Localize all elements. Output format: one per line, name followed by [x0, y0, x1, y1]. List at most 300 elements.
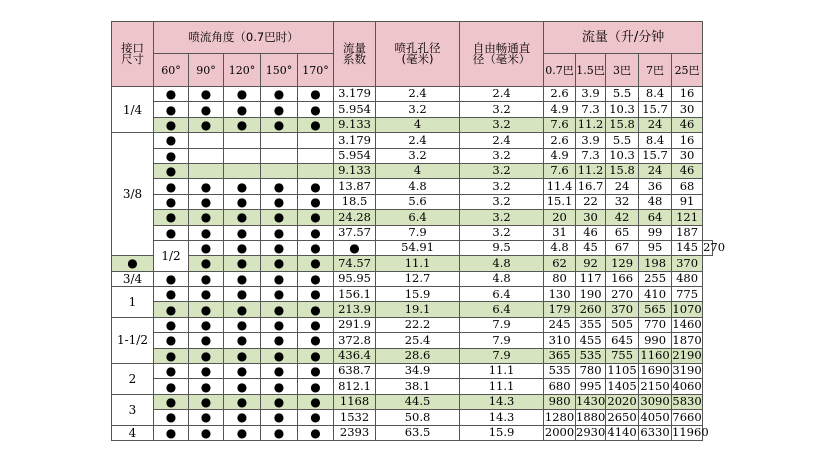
flow-rate-cell: 45 [576, 240, 606, 255]
free-passage-cell: 6.4 [460, 302, 544, 317]
flow-coefficient-cell: 812.1 [334, 379, 376, 394]
spray-angle-dot: ● [261, 317, 298, 332]
spray-angle-empty [189, 133, 224, 148]
flow-rate-cell: 980 [544, 394, 576, 409]
angle-150-header: 150° [261, 54, 298, 87]
spray-angle-dot: ● [298, 240, 334, 255]
table-row [112, 210, 713, 225]
spray-angle-dot: ● [298, 117, 334, 132]
spray-angle-dot: ● [189, 87, 224, 102]
flow-coefficient-cell: 291.9 [334, 317, 376, 332]
flow-rate-cell: 365 [544, 348, 576, 363]
spray-angle-dot: ● [261, 348, 298, 363]
spray-angle-dot: ● [154, 194, 189, 209]
flow-rate-cell: 15.8 [606, 117, 639, 132]
connection-size-cell: 1/2 [154, 240, 189, 271]
spray-angle-dot: ● [189, 117, 224, 132]
flow-rate-cell: 46 [672, 117, 703, 132]
table-row [112, 333, 713, 348]
spray-angle-dot: ● [261, 240, 298, 255]
connection-size-cell: 4 [112, 425, 154, 440]
flow-rate-cell: 2.6 [544, 87, 576, 102]
angle-120-header: 120° [224, 54, 261, 87]
flow-rate-cell: 32 [606, 194, 639, 209]
spray-angle-dot: ● [261, 379, 298, 394]
flow-coefficient-cell: 1532 [334, 410, 376, 425]
spray-angle-empty [189, 148, 224, 163]
table-body [112, 86, 726, 441]
free-passage-cell: 6.4 [460, 287, 544, 302]
spray-angle-dot: ● [298, 225, 334, 240]
spray-angle-dot: ● [261, 194, 298, 209]
orifice-diameter-cell: 5.6 [376, 194, 460, 209]
spray-angle-dot: ● [154, 271, 189, 286]
orifice-diameter-cell: 2.4 [376, 133, 460, 148]
spray-angle-dot: ● [261, 87, 298, 102]
flow-rate-cell: 10.3 [606, 148, 639, 163]
flow-rate-cell: 11.2 [576, 163, 606, 178]
free-passage-cell: 4.8 [460, 271, 544, 286]
spray-angle-dot: ● [224, 364, 261, 379]
spray-angle-dot: ● [261, 287, 298, 302]
orifice-diameter-cell: 4 [376, 117, 460, 132]
flow-rate-cell: 1160 [640, 348, 670, 363]
table-row [112, 163, 713, 178]
flow-rate-cell: 2150 [640, 378, 670, 393]
flow-rate-cell: 3.9 [576, 87, 606, 102]
flow-coefficient-cell: 3.179 [334, 87, 376, 102]
spray-angle-dot: ● [154, 179, 189, 194]
spray-angle-dot: ● [224, 102, 261, 117]
flow-rate-cell: 3090 [640, 394, 670, 409]
flow-rate-header: 流量（升/分钟 [544, 22, 703, 54]
spray-angle-dot: ● [189, 379, 224, 394]
spray-angle-dot: ● [224, 348, 261, 363]
flow-coefficient-cell: 95.95 [334, 271, 376, 286]
orifice-diameter-cell: 15.9 [376, 287, 460, 302]
flow-rate-cell: 1105 [607, 363, 637, 378]
spray-angle-dot: ● [154, 210, 189, 225]
spray-angle-dot: ● [189, 287, 224, 302]
spray-angle-dot: ● [154, 117, 189, 132]
flow-rate-cell: 410 [639, 287, 672, 302]
flow-rate-cell: 198 [639, 256, 672, 271]
flow-coefficient-cell: 436.4 [334, 348, 376, 363]
table-row [112, 102, 713, 117]
flow-coefficient-cell: 37.57 [334, 225, 376, 240]
flow-rate-cell: 129 [606, 256, 639, 271]
spray-angle-dot: ● [224, 225, 261, 240]
table-row [112, 117, 713, 132]
table-row [112, 317, 713, 332]
free-passage-cell: 4.8 [460, 256, 544, 271]
spray-angle-dot: ● [154, 364, 189, 379]
flow-rate-cell: 30 [672, 102, 703, 117]
spray-angle-dot: ● [154, 287, 189, 302]
flow-coefficient-cell: 18.5 [334, 194, 376, 209]
table-row [112, 133, 713, 148]
flow-rate-cell: 15.1 [544, 194, 576, 209]
spray-angle-dot: ● [261, 364, 298, 379]
spray-angle-dot: ● [189, 225, 224, 240]
flow-rate-cell: 15.7 [639, 148, 672, 163]
flow-rate-cell: 5.5 [606, 87, 639, 102]
orifice-diameter-cell: 7.9 [376, 225, 460, 240]
flow-rate-cell: 11.2 [576, 117, 606, 132]
flow-rate-cell: 1430 [576, 394, 606, 409]
spray-angle-dot: ● [189, 317, 224, 332]
orifice-diameter-header [376, 22, 460, 87]
flow-rate-cell: 645 [606, 333, 639, 348]
flow-rate-cell: 2020 [607, 394, 637, 409]
spray-angle-empty [224, 133, 261, 148]
flow-rate-cell: 24 [639, 163, 672, 178]
flow-rate-cell: 15.7 [639, 102, 672, 117]
flow-rate-cell: 270 [606, 287, 639, 302]
free-passage-header [460, 22, 544, 87]
flow-rate-cell: 260 [576, 302, 606, 317]
flow-rate-cell: 30 [576, 210, 606, 225]
orifice-diameter-cell: 2.4 [376, 87, 460, 102]
flow-rate-cell: 10.3 [606, 102, 639, 117]
flow-rate-cell: 15.8 [606, 163, 639, 178]
connection-size-cell: 1/4 [112, 87, 154, 133]
spray-angle-dot: ● [154, 102, 189, 117]
spray-angle-empty [261, 148, 298, 163]
flow-rate-cell: 68 [672, 179, 703, 194]
flow-rate-cell: 505 [606, 317, 639, 332]
spray-angle-dot: ● [224, 271, 261, 286]
spray-angle-dot: ● [298, 102, 334, 117]
spray-angle-dot: ● [298, 287, 334, 302]
spray-angle-dot: ● [298, 210, 334, 225]
flow-rate-cell: 1070 [672, 301, 702, 316]
flow-rate-cell: 130 [544, 287, 576, 302]
flow-rate-cell: 4140 [607, 425, 637, 440]
spray-angle-dot: ● [154, 148, 189, 163]
flow-rate-cell: 6330 [640, 425, 670, 440]
free-passage-label: 自由畅通直 径（毫米） [472, 40, 531, 66]
spray-angle-dot: ● [154, 317, 189, 332]
flow-rate-cell: 2190 [672, 348, 702, 363]
free-passage-cell: 2.4 [460, 133, 544, 148]
spray-angle-empty [261, 133, 298, 148]
spray-angle-dot: ● [224, 87, 261, 102]
pressure-0.7-header: 0.7巴 [544, 54, 576, 87]
spray-angle-dot: ● [189, 394, 224, 409]
angle-170-header: 170° [298, 54, 334, 87]
flow-rate-cell: 755 [606, 348, 639, 363]
connection-size-cell: 3/4 [112, 271, 154, 286]
spray-angle-empty [298, 163, 334, 178]
flow-rate-cell: 62 [544, 256, 576, 271]
spray-angle-dot: ● [154, 394, 189, 409]
connection-size-cell: 2 [112, 364, 154, 395]
flow-rate-cell: 95 [639, 240, 672, 255]
table-row [112, 87, 713, 102]
table-row [112, 394, 713, 409]
orifice-diameter-cell: 4 [376, 163, 460, 178]
spray-angle-dot: ● [224, 394, 261, 409]
flow-rate-cell: 16 [672, 87, 703, 102]
free-passage-cell: 11.1 [460, 379, 544, 394]
connection-size-cell: 1 [112, 287, 154, 318]
flow-rate-cell: 5.5 [606, 133, 639, 148]
table-row [112, 348, 713, 363]
free-passage-cell: 7.9 [460, 333, 544, 348]
orifice-diameter-cell: 50.8 [376, 410, 460, 425]
free-passage-cell: 3.2 [460, 117, 544, 132]
flow-rate-cell: 179 [544, 302, 576, 317]
pressure-1.5-header: 1.5巴 [576, 54, 606, 87]
flow-coefficient-cell: 24.28 [334, 210, 376, 225]
flow-coefficient-cell: 3.179 [334, 133, 376, 148]
orifice-diameter-cell: 9.5 [460, 240, 544, 255]
spray-angle-dot: ● [189, 425, 224, 440]
free-passage-cell: 2.4 [460, 87, 544, 102]
flow-rate-cell: 770 [639, 317, 672, 332]
flow-rate-cell: 4050 [640, 409, 670, 424]
flow-rate-cell: 20 [544, 210, 576, 225]
flow-rate-cell: 190 [576, 287, 606, 302]
spray-angle-header: 喷流角度（0.7巴时） [154, 22, 334, 54]
spray-angle-dot: ● [224, 256, 261, 271]
flow-rate-cell: 5830 [672, 394, 702, 409]
spray-angle-dot: ● [334, 240, 376, 255]
orifice-diameter-cell: 19.1 [376, 302, 460, 317]
flow-rate-cell: 7.6 [544, 117, 576, 132]
orifice-diameter-cell: 6.4 [376, 210, 460, 225]
spray-angle-dot: ● [298, 271, 334, 286]
table-row [112, 240, 713, 255]
connection-size-label: 接口 尺寸 [121, 40, 144, 66]
free-passage-cell: 3.2 [460, 163, 544, 178]
table-row [112, 225, 713, 240]
spray-angle-dot: ● [224, 317, 261, 332]
flow-rate-cell: 4.9 [544, 102, 576, 117]
flow-rate-cell: 31 [544, 225, 576, 240]
flow-rate-cell: 1870 [672, 332, 702, 347]
spray-angle-dot: ● [298, 364, 334, 379]
spray-angle-dot: ● [298, 194, 334, 209]
flow-rate-cell: 42 [606, 210, 639, 225]
spray-angle-dot: ● [261, 210, 298, 225]
flow-rate-cell: 92 [576, 256, 606, 271]
spray-angle-dot: ● [189, 348, 224, 363]
flow-rate-cell: 2930 [576, 425, 606, 440]
spray-angle-dot: ● [298, 425, 334, 440]
free-passage-cell: 11.1 [460, 364, 544, 379]
nozzle-spec-table [111, 21, 726, 441]
spray-angle-dot: ● [189, 194, 224, 209]
spray-angle-dot: ● [298, 87, 334, 102]
spray-angle-dot: ● [189, 210, 224, 225]
pressure-25-header: 25巴 [672, 54, 703, 87]
flow-rate-cell: 65 [606, 225, 639, 240]
flow-rate-cell: 2.6 [544, 133, 576, 148]
spray-angle-dot: ● [261, 102, 298, 117]
orifice-diameter-cell: 38.1 [376, 379, 460, 394]
flow-coefficient-cell: 5.954 [334, 102, 376, 117]
spray-angle-dot: ● [189, 240, 224, 255]
spray-angle-empty [298, 133, 334, 148]
flow-rate-cell: 16.7 [576, 179, 606, 194]
spray-angle-dot: ● [154, 225, 189, 240]
spray-angle-dot: ● [154, 348, 189, 363]
flow-coefficient-label: 流量 系数 [343, 40, 367, 66]
flow-rate-cell: 310 [544, 333, 576, 348]
free-passage-cell: 7.9 [460, 348, 544, 363]
table-row [112, 148, 713, 163]
flow-rate-cell: 780 [576, 364, 606, 379]
spray-angle-dot: ● [298, 348, 334, 363]
flow-rate-cell: 121 [672, 210, 703, 225]
flow-rate-cell: 990 [639, 333, 672, 348]
spray-angle-dot: ● [189, 364, 224, 379]
spray-angle-dot: ● [261, 271, 298, 286]
flow-rate-cell: 1405 [607, 378, 637, 393]
flow-rate-cell: 7660 [672, 409, 702, 424]
flow-coefficient-cell: 213.9 [334, 302, 376, 317]
flow-coefficient-cell: 1168 [334, 394, 376, 409]
spray-angle-dot: ● [224, 425, 261, 440]
flow-coefficient-cell: 74.57 [334, 256, 376, 271]
spray-angle-dot: ● [224, 333, 261, 348]
flow-rate-cell: 46 [672, 163, 703, 178]
free-passage-cell: 7.9 [460, 317, 544, 332]
flow-rate-cell: 117 [576, 271, 606, 286]
spray-angle-dot: ● [261, 394, 298, 409]
flow-rate-cell: 535 [576, 348, 606, 363]
spray-angle-empty [224, 148, 261, 163]
flow-rate-cell: 7.6 [544, 163, 576, 178]
flow-rate-cell: 7.3 [576, 102, 606, 117]
flow-rate-cell: 8.4 [639, 133, 672, 148]
table-row [112, 302, 713, 317]
spray-angle-dot: ● [189, 102, 224, 117]
flow-rate-cell: 166 [606, 271, 639, 286]
free-passage-cell: 3.2 [460, 148, 544, 163]
spray-angle-dot: ● [261, 425, 298, 440]
orifice-diameter-cell: 34.9 [376, 364, 460, 379]
orifice-diameter-cell: 3.2 [376, 148, 460, 163]
spray-angle-dot: ● [224, 287, 261, 302]
flow-coefficient-cell: 372.8 [334, 333, 376, 348]
spray-angle-empty [224, 163, 261, 178]
flow-coefficient-cell: 13.87 [334, 179, 376, 194]
orifice-diameter-cell: 3.2 [376, 102, 460, 117]
flow-rate-cell: 24 [606, 179, 639, 194]
orifice-diameter-cell: 28.6 [376, 348, 460, 363]
spray-angle-dot: ● [298, 394, 334, 409]
pressure-3-header: 3巴 [606, 54, 639, 87]
flow-rate-cell: 4.9 [544, 148, 576, 163]
flow-rate-cell: 22 [576, 194, 606, 209]
table-row [112, 379, 713, 394]
orifice-diameter-label: 喷孔孔径 (毫米) [394, 40, 441, 66]
spray-angle-dot: ● [224, 410, 261, 425]
spray-angle-dot: ● [224, 117, 261, 132]
flow-rate-cell: 99 [639, 225, 672, 240]
free-passage-cell: 15.9 [460, 425, 544, 440]
flow-rate-cell: 48 [639, 194, 672, 209]
flow-rate-cell: 680 [544, 379, 576, 394]
connection-size-header [112, 22, 154, 87]
flow-rate-cell: 46 [576, 225, 606, 240]
flow-rate-cell: 535 [544, 364, 576, 379]
spray-angle-dot: ● [154, 410, 189, 425]
spray-angle-dot: ● [112, 256, 154, 271]
flow-rate-cell: 67 [606, 240, 639, 255]
table-row [112, 425, 713, 440]
flow-rate-cell: 187 [672, 225, 703, 240]
flow-rate-cell: 30 [672, 148, 703, 163]
flow-rate-cell: 245 [544, 317, 576, 332]
angle-90-header: 90° [189, 54, 224, 87]
spray-angle-dot: ● [154, 333, 189, 348]
flow-rate-cell: 36 [639, 179, 672, 194]
flow-coefficient-header [334, 22, 376, 87]
flow-rate-cell: 1280 [544, 409, 575, 424]
spray-angle-empty [261, 163, 298, 178]
spray-angle-dot: ● [189, 179, 224, 194]
spray-angle-dot: ● [298, 379, 334, 394]
flow-rate-cell: 255 [639, 271, 672, 286]
spray-angle-dot: ● [298, 317, 334, 332]
spray-angle-dot: ● [154, 425, 189, 440]
spray-angle-dot: ● [189, 271, 224, 286]
angle-60-header: 60° [154, 54, 189, 87]
flow-rate-cell: 3.9 [576, 133, 606, 148]
orifice-diameter-cell: 12.7 [376, 271, 460, 286]
free-passage-cell: 4.8 [544, 240, 576, 255]
free-passage-cell: 14.3 [460, 410, 544, 425]
free-passage-cell: 3.2 [460, 102, 544, 117]
orifice-diameter-cell: 63.5 [376, 425, 460, 440]
spray-angle-dot: ● [154, 87, 189, 102]
flow-rate-cell: 4060 [672, 378, 702, 393]
spray-angle-dot: ● [261, 256, 298, 271]
flow-rate-cell: 16 [672, 133, 703, 148]
orifice-diameter-cell: 22.2 [376, 317, 460, 332]
connection-size-cell: 3 [112, 394, 154, 425]
spray-angle-empty [189, 163, 224, 178]
spray-angle-dot: ● [298, 410, 334, 425]
pressure-7-header: 7巴 [639, 54, 672, 87]
flow-rate-cell: 2650 [607, 409, 637, 424]
spray-angle-empty [298, 148, 334, 163]
spray-angle-dot: ● [189, 302, 224, 317]
table-header [112, 22, 713, 87]
connection-size-cell: 3/8 [112, 133, 154, 256]
flow-rate-cell: 480 [672, 271, 703, 286]
spray-angle-dot: ● [298, 333, 334, 348]
flow-coefficient-cell: 54.91 [376, 240, 460, 255]
orifice-diameter-cell: 11.1 [376, 256, 460, 271]
free-passage-cell: 3.2 [460, 210, 544, 225]
flow-coefficient-cell: 9.133 [334, 163, 376, 178]
flow-rate-cell: 3190 [672, 363, 702, 378]
flow-coefficient-cell: 5.954 [334, 148, 376, 163]
spray-angle-dot: ● [224, 210, 261, 225]
free-passage-cell: 3.2 [460, 194, 544, 209]
table-row [112, 256, 713, 271]
spray-angle-dot: ● [224, 240, 261, 255]
spray-angle-dot: ● [261, 117, 298, 132]
flow-rate-cell: 1880 [576, 409, 606, 424]
table-row [112, 287, 713, 302]
flow-rate-cell: 8.4 [639, 87, 672, 102]
